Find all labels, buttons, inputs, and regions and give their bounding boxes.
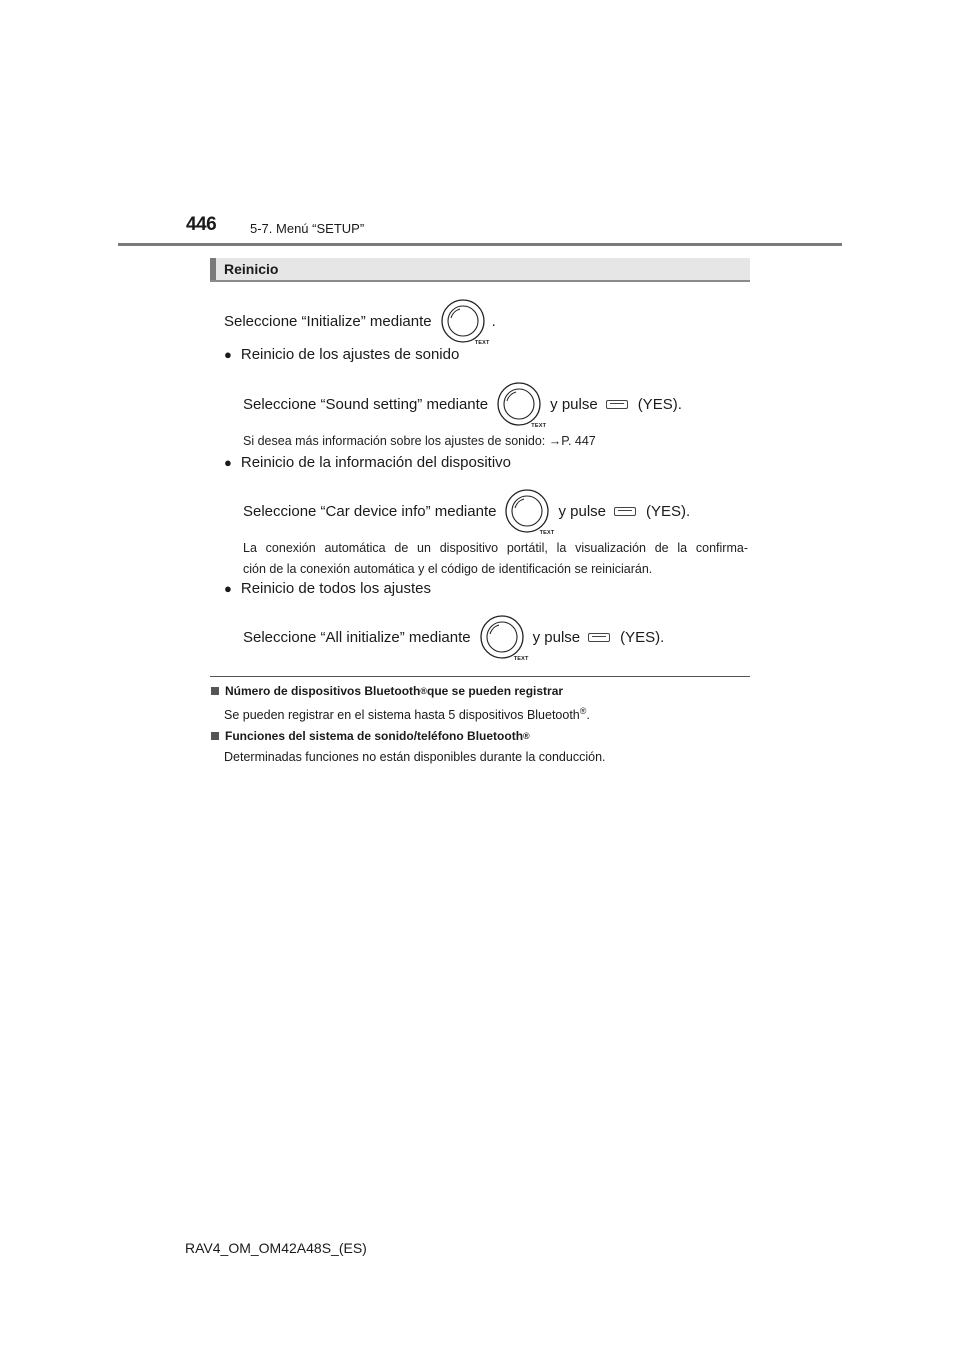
document-code: RAV4_OM_OM42A48S_(ES) [185,1240,367,1256]
dial-text-label: TEXT [531,423,547,429]
yes-button-icon [588,633,610,642]
tune-dial-icon [440,298,490,346]
instruction-mid: y pulse [558,502,606,520]
note-text: Se pueden registrar en el sistema hasta 5 dispositivos Bluetooth [224,708,580,723]
instruction-mid: y pulse [550,395,598,413]
item-instruction-all [243,614,664,660]
header-rule [118,243,842,246]
tune-dial-icon [496,381,547,429]
note-heading-bluetooth-count [211,684,563,698]
item-instruction-device [243,488,690,534]
dial-text-label: TEXT [474,340,490,346]
instruction-text: Seleccione “Car device info” mediante [243,502,497,520]
note-heading-text: Número de dispositivos Bluetooth [225,684,421,698]
yes-button-icon [606,400,628,409]
item-note-sound: Si desea más información sobre los ajustes de sonido: →P. 447 [243,434,596,448]
item-title: Reinicio de la información del dispositivo [240,454,511,471]
bullet-icon: ● [224,581,232,596]
page-number: 446 [186,214,217,235]
square-bullet-icon [211,687,219,695]
instruction-end: (YES). [637,395,682,413]
instruction-end: (YES). [620,628,665,646]
note-heading-text-end: que se pueden registrar [427,684,564,698]
notes-divider [210,676,750,677]
bullet-icon: ● [224,455,232,470]
yes-button-icon [614,507,636,516]
item-instruction-sound [243,381,682,427]
item-title-sound [224,346,459,363]
intro-text-end: . [491,312,496,330]
registered-mark: ® [579,706,587,716]
tune-dial-icon [504,488,555,536]
instruction-end: (YES). [646,502,691,520]
note-text-bluetooth-functions: Determinadas funciones no están disponibles durante la conducción. [224,750,606,764]
item-title: Reinicio de todos los ajustes [240,580,431,597]
instruction-text: Seleccione “Sound setting” mediante [243,395,489,413]
bullet-icon: ● [224,347,232,362]
item-note-device [243,538,748,580]
dial-text-label: TEXT [513,656,529,662]
section-heading [210,258,750,282]
note-text-bluetooth-count [224,706,590,722]
square-bullet-icon [211,732,219,740]
note-heading-bluetooth-functions [211,729,530,743]
intro-text: Seleccione “Initialize” mediante [224,312,432,330]
tune-dial-icon [479,614,529,662]
instruction-mid: y pulse [532,628,581,646]
item-title-all [224,580,431,597]
section-title: Reinicio [224,261,279,277]
instruction-text: Seleccione “All initialize” mediante [243,628,471,646]
registered-mark: ® [523,731,530,741]
registered-mark: ® [420,686,427,696]
item-title-device [224,454,511,471]
heading-accent [210,258,216,280]
note-line: ción de la conexión automática y el código de identificación se reiniciarán. [243,562,653,576]
section-label: 5-7. Menú “SETUP” [250,221,365,236]
intro-line [224,298,496,344]
item-title: Reinicio de los ajustes de sonido [240,346,460,363]
note-line: La conexión automática de un dispositivo portátil, la visualización de la confirma- [243,541,748,555]
note-text-end: . [586,708,590,723]
note-heading-text: Funciones del sistema de sonido/teléfono Bluetooth [225,729,524,743]
dial-text-label: TEXT [539,530,555,536]
